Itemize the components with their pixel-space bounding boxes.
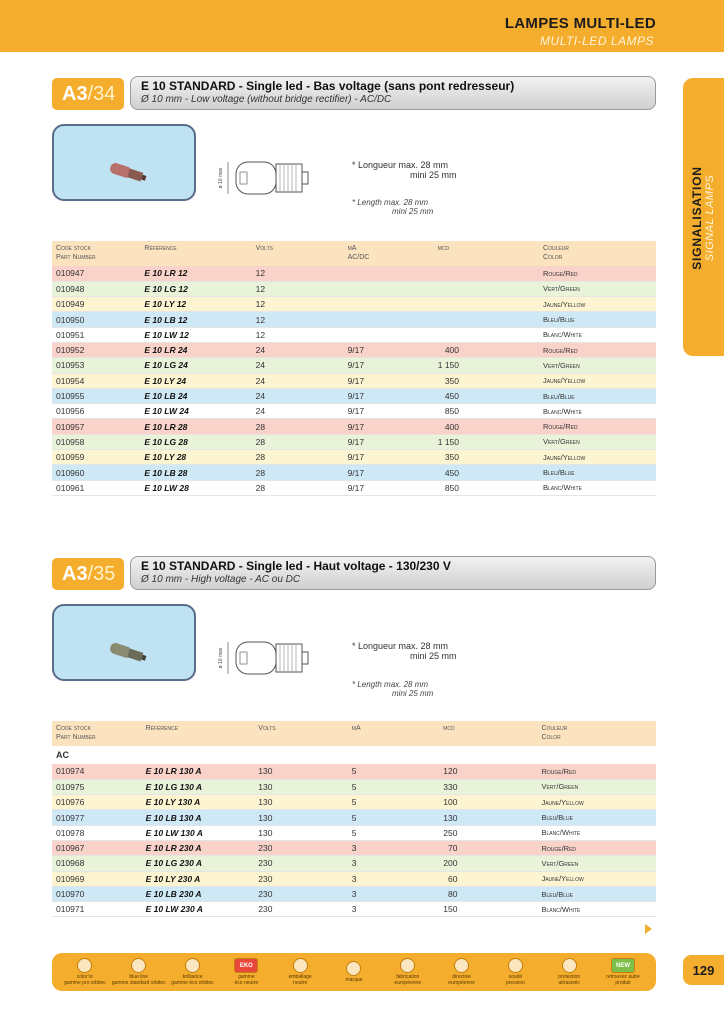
volts-cell: 28	[252, 465, 344, 480]
mcd-cell: 400	[434, 342, 539, 357]
volts-cell: 28	[252, 419, 344, 434]
ma-cell: 5	[348, 825, 439, 840]
color-cell: Rouge/Red	[537, 840, 656, 855]
volts-cell: 28	[252, 434, 344, 449]
ma-cell: 9/17	[344, 388, 434, 403]
color-cell: Jaune/Yellow	[539, 297, 656, 312]
reference-cell: E 10 LG 12	[140, 281, 251, 296]
col-ma: mA	[348, 721, 439, 746]
length-max-en: * Length max. 28 mm	[352, 680, 429, 689]
led-lamp-icon	[54, 606, 194, 679]
reference-cell: E 10 LR 24	[140, 342, 251, 357]
volts-cell: 28	[252, 480, 344, 495]
volts-cell: 130	[254, 764, 348, 779]
section-title: E 10 STANDARD - Single led - Haut voltage - 130/230 V	[141, 559, 451, 573]
volts-cell: 230	[254, 871, 348, 886]
diameter-label: ø 10 max	[218, 167, 224, 189]
table-header	[52, 241, 656, 266]
part-number-cell: 010978	[52, 825, 142, 840]
legend-label	[64, 975, 106, 986]
mcd-cell	[434, 312, 539, 327]
legend-item	[436, 958, 488, 986]
reference-cell: E 10 LY 230 A	[142, 871, 255, 886]
legend-label-line: color'or	[76, 974, 94, 980]
legend-label-line: brilliance	[182, 974, 203, 980]
brand-icon	[346, 961, 361, 976]
color-cell: Rouge/Red	[539, 266, 656, 281]
helmet-icon	[77, 958, 92, 973]
reference-cell: E 10 LW 12	[140, 327, 251, 342]
reference-cell: E 10 LY 28	[140, 450, 251, 465]
mcd-cell: 200	[439, 856, 537, 871]
reference-cell: E 10 LY 12	[140, 297, 251, 312]
col-volts: Volts	[252, 241, 344, 266]
reference-cell: E 10 LW 130 A	[142, 825, 255, 840]
group-label: AC	[52, 746, 656, 764]
table-row	[52, 886, 656, 901]
ma-cell	[344, 297, 434, 312]
legend-label	[235, 975, 259, 986]
part-number-cell: 010956	[52, 404, 140, 419]
badge-page: /35	[87, 562, 116, 585]
color-cell: Blanc/White	[537, 902, 656, 917]
length-max-fr: * Longueur max. 28 mm	[352, 641, 449, 651]
reference-cell: E 10 LR 230 A	[142, 840, 255, 855]
legend-label-line: gamme standard orbitec	[111, 979, 166, 986]
legend-label	[448, 975, 475, 986]
table-row	[52, 312, 656, 327]
mcd-cell: 850	[434, 480, 539, 495]
legend-item	[113, 958, 165, 986]
ma-cell: 3	[348, 871, 439, 886]
reference-cell: E 10 LY 130 A	[142, 795, 255, 810]
volts-cell: 24	[252, 373, 344, 388]
product-table	[52, 721, 656, 917]
part-number-cell: 010958	[52, 434, 140, 449]
reference-cell: E 10 LB 230 A	[142, 886, 255, 901]
ma-cell	[344, 266, 434, 281]
col-reference: Référence	[140, 241, 251, 266]
table-header	[52, 721, 656, 746]
col-ma: mA AC/DC	[344, 241, 434, 266]
badge-page: /34	[87, 82, 116, 105]
table-row	[52, 434, 656, 449]
legend-item	[489, 958, 541, 986]
mcd-cell: 120	[439, 764, 537, 779]
ultrasonic-icon	[562, 958, 577, 973]
category-label	[690, 166, 716, 270]
ma-cell: 3	[348, 856, 439, 871]
legend-item	[328, 961, 380, 984]
reference-cell: E 10 LG 130 A	[142, 779, 255, 794]
length-min-en: mini 25 mm	[392, 689, 434, 698]
part-number-cell: 010969	[52, 871, 142, 886]
diameter-label: ø 10 max	[218, 647, 224, 669]
col-mcd: mcd	[434, 241, 539, 266]
part-number-cell: 010957	[52, 419, 140, 434]
page-subtitle: MULTI-LED LAMPS	[540, 34, 654, 48]
table-row	[52, 404, 656, 419]
color-cell: Bleu/Blue	[539, 312, 656, 327]
part-number-cell: 010974	[52, 764, 142, 779]
color-cell: Bleu/Blue	[539, 465, 656, 480]
reference-cell: E 10 LR 130 A	[142, 764, 255, 779]
ma-cell: 9/17	[344, 480, 434, 495]
reference-cell: E 10 LW 230 A	[142, 902, 255, 917]
part-number-cell: 010955	[52, 388, 140, 403]
table-row	[52, 840, 656, 855]
legend-label-line: blue line	[129, 974, 149, 980]
mcd-cell: 450	[434, 465, 539, 480]
page-title: LAMPES MULTI-LED	[504, 15, 656, 32]
legend-label	[558, 975, 580, 986]
part-number-cell: 010947	[52, 266, 140, 281]
ma-cell: 9/17	[344, 358, 434, 373]
reference-cell: E 10 LB 28	[140, 465, 251, 480]
badge-number: A3	[62, 82, 88, 105]
mcd-cell: 400	[434, 419, 539, 434]
mcd-cell: 80	[439, 886, 537, 901]
part-number-cell: 010961	[52, 480, 140, 495]
volts-cell: 24	[252, 342, 344, 357]
color-cell: Vert/Green	[537, 779, 656, 794]
mcd-cell: 250	[439, 825, 537, 840]
dimensions-en	[352, 680, 433, 698]
legend-label-line: directive	[452, 974, 471, 980]
dimension-drawing	[218, 150, 338, 205]
mcd-cell: 1 150	[434, 358, 539, 373]
legend-label	[289, 975, 312, 986]
reference-cell: E 10 LR 12	[140, 266, 251, 281]
table-row	[52, 281, 656, 296]
ma-cell: 5	[348, 764, 439, 779]
color-cell: Jaune/Yellow	[539, 373, 656, 388]
volts-cell: 130	[254, 795, 348, 810]
reference-cell: E 10 LG 230 A	[142, 856, 255, 871]
section-badge	[52, 78, 124, 110]
length-min-en: mini 25 mm	[392, 207, 434, 216]
col-volts: Volts	[254, 721, 348, 746]
color-cell: Blanc/White	[539, 327, 656, 342]
part-number-cell: 010959	[52, 450, 140, 465]
legend-label-line: pression	[505, 979, 525, 986]
color-cell: Rouge/Red	[539, 419, 656, 434]
table-row	[52, 825, 656, 840]
col-color: Couleur Color	[537, 721, 656, 746]
part-number-cell: 010951	[52, 327, 140, 342]
product-photo	[52, 124, 196, 201]
ma-cell: 3	[348, 902, 439, 917]
part-number-cell: 010950	[52, 312, 140, 327]
table-row	[52, 373, 656, 388]
table-row	[52, 810, 656, 825]
part-number-cell: 010975	[52, 779, 142, 794]
reference-cell: E 10 LB 24	[140, 388, 251, 403]
part-number-cell: 010960	[52, 465, 140, 480]
legend-item	[274, 958, 326, 986]
mcd-cell: 1 150	[434, 434, 539, 449]
legend-label-line: européenne	[394, 979, 422, 986]
part-number-cell: 010952	[52, 342, 140, 357]
product-photo	[52, 604, 196, 681]
next-arrow-icon	[645, 924, 652, 934]
legend-label-line: éco neutre	[234, 979, 259, 986]
ma-cell	[344, 312, 434, 327]
table-row	[52, 342, 656, 357]
legend-item	[382, 958, 434, 986]
part-number-cell: 010949	[52, 297, 140, 312]
legend-bar	[52, 953, 656, 991]
reference-cell: E 10 LR 28	[140, 419, 251, 434]
length-max-fr: * Longueur max. 28 mm	[352, 160, 449, 170]
color-cell: Vert/Green	[539, 358, 656, 373]
mcd-cell: 130	[439, 810, 537, 825]
neutral-pack-icon	[293, 958, 308, 973]
table-row	[52, 795, 656, 810]
table-group-row	[52, 746, 656, 764]
color-cell: Vert/Green	[539, 434, 656, 449]
color-cell: Blanc/White	[539, 404, 656, 419]
section-header	[130, 556, 656, 590]
table-row	[52, 871, 656, 886]
category-subtitle: SIGNAL LAMPS	[704, 174, 716, 262]
reference-cell: E 10 LG 24	[140, 358, 251, 373]
legend-label-line: gamme éco orbitec	[171, 979, 214, 986]
legend-label	[394, 975, 421, 986]
euro-directive-icon	[454, 958, 469, 973]
category-title: SIGNALISATION	[690, 166, 704, 270]
part-number-cell: 010968	[52, 856, 142, 871]
product-table	[52, 241, 656, 496]
part-number-cell: 010953	[52, 358, 140, 373]
brilliance-icon	[185, 958, 200, 973]
part-number-cell: 010948	[52, 281, 140, 296]
table-row	[52, 764, 656, 779]
legend-item	[543, 958, 595, 986]
color-cell: Jaune/Yellow	[537, 795, 656, 810]
legend-label-line: retrouvez autre	[606, 974, 640, 980]
table-row	[52, 480, 656, 495]
legend-item	[59, 958, 111, 986]
dimensions-fr	[352, 641, 457, 661]
mcd-cell	[434, 281, 539, 296]
table-row	[52, 388, 656, 403]
color-cell: Vert/Green	[539, 281, 656, 296]
mcd-cell: 150	[439, 902, 537, 917]
legend-item	[167, 958, 219, 986]
ma-cell: 3	[348, 886, 439, 901]
color-cell: Blanc/White	[539, 480, 656, 495]
part-number-cell: 010967	[52, 840, 142, 855]
pressure-weld-icon	[508, 958, 523, 973]
length-min-fr: mini 25 mm	[410, 651, 457, 661]
color-cell: Jaune/Yellow	[539, 450, 656, 465]
volts-cell: 230	[254, 886, 348, 901]
volts-cell: 12	[252, 281, 344, 296]
dimensions-fr	[352, 160, 457, 180]
volts-cell: 230	[254, 840, 348, 855]
col-reference: Référence	[142, 721, 255, 746]
table-row	[52, 902, 656, 917]
ma-cell: 9/17	[344, 373, 434, 388]
legend-label-line: emballage	[288, 974, 312, 980]
badge-number: A3	[62, 562, 88, 585]
reference-cell: E 10 LG 28	[140, 434, 251, 449]
led-lamp-icon	[54, 126, 194, 199]
reference-cell: E 10 LY 24	[140, 373, 251, 388]
ma-cell: 5	[348, 779, 439, 794]
mcd-cell: 350	[434, 450, 539, 465]
color-cell: Blanc/White	[537, 825, 656, 840]
blue-line-icon	[131, 958, 146, 973]
volts-cell: 28	[252, 450, 344, 465]
volts-cell: 130	[254, 810, 348, 825]
table-row	[52, 358, 656, 373]
color-cell: Rouge/Red	[539, 342, 656, 357]
legend-label-line: ultrasonic	[558, 979, 580, 986]
legend-label-line: marque	[345, 976, 363, 983]
ma-cell	[344, 327, 434, 342]
legend-label-line: européenne	[448, 979, 475, 986]
dimensions-en	[352, 198, 433, 216]
legend-label-line: soudé	[508, 974, 523, 980]
table-row	[52, 327, 656, 342]
volts-cell: 12	[252, 312, 344, 327]
legend-label	[606, 975, 640, 986]
legend-label-line: gamme	[237, 974, 255, 980]
reference-cell: E 10 LB 130 A	[142, 810, 255, 825]
volts-cell: 24	[252, 388, 344, 403]
reference-cell: E 10 LW 28	[140, 480, 251, 495]
table-row	[52, 297, 656, 312]
volts-cell: 12	[252, 327, 344, 342]
legend-label	[112, 975, 166, 986]
legend-label-line: produit	[615, 979, 631, 986]
page-number: 129	[692, 962, 715, 978]
volts-cell: 130	[254, 779, 348, 794]
ma-cell: 9/17	[344, 450, 434, 465]
mcd-cell	[434, 297, 539, 312]
reference-cell: E 10 LB 12	[140, 312, 251, 327]
mcd-cell: 350	[434, 373, 539, 388]
table-row	[52, 465, 656, 480]
volts-cell: 24	[252, 358, 344, 373]
page-number-tab	[683, 955, 724, 985]
ma-cell	[344, 281, 434, 296]
volts-cell: 230	[254, 856, 348, 871]
mcd-cell: 850	[434, 404, 539, 419]
section-title: E 10 STANDARD - Single led - Bas voltage (sans pont redresseur)	[141, 79, 515, 93]
section-subtitle: Ø 10 mm - Low voltage (without bridge rectifier) - AC/DC	[141, 94, 392, 105]
color-cell: Rouge/Red	[537, 764, 656, 779]
volts-cell: 12	[252, 297, 344, 312]
part-number-cell: 010977	[52, 810, 142, 825]
part-number-cell: 010976	[52, 795, 142, 810]
part-number-cell: 010970	[52, 886, 142, 901]
part-number-cell: 010971	[52, 902, 142, 917]
reference-cell: E 10 LW 24	[140, 404, 251, 419]
legend-label-line: neutre	[293, 979, 308, 986]
ma-cell: 3	[348, 840, 439, 855]
ma-cell: 5	[348, 795, 439, 810]
legend-item	[220, 958, 272, 986]
col-mcd: mcd	[439, 721, 537, 746]
volts-cell: 130	[254, 825, 348, 840]
legend-label	[345, 978, 362, 984]
mcd-cell: 60	[439, 871, 537, 886]
table-row	[52, 419, 656, 434]
section-subtitle: Ø 10 mm - High voltage - AC ou DC	[141, 574, 301, 585]
mcd-cell: 70	[439, 840, 537, 855]
ma-cell: 9/17	[344, 342, 434, 357]
color-cell: Bleu/Blue	[537, 886, 656, 901]
legend-label-line: fabrication	[396, 974, 420, 980]
legend-label	[171, 975, 214, 986]
table-row	[52, 779, 656, 794]
ma-cell: 9/17	[344, 404, 434, 419]
neutral-range-icon: EKO	[234, 958, 258, 973]
volts-cell: 24	[252, 404, 344, 419]
mcd-cell	[434, 266, 539, 281]
section-badge	[52, 558, 124, 590]
table-row	[52, 450, 656, 465]
ma-cell: 9/17	[344, 434, 434, 449]
ma-cell: 9/17	[344, 419, 434, 434]
col-color: Couleur Color	[539, 241, 656, 266]
euro-manufacture-icon	[400, 958, 415, 973]
volts-cell: 12	[252, 266, 344, 281]
volts-cell: 230	[254, 902, 348, 917]
legend-item	[597, 958, 649, 986]
length-max-en: * Length max. 28 mm	[352, 198, 429, 207]
mcd-cell: 100	[439, 795, 537, 810]
mcd-cell: 450	[434, 388, 539, 403]
mcd-cell	[434, 327, 539, 342]
legend-label-line: gamme pro orbitec	[64, 979, 106, 986]
color-cell: Jaune/Yellow	[537, 871, 656, 886]
mcd-cell: 330	[439, 779, 537, 794]
section-header	[130, 76, 656, 110]
color-cell: Bleu/Blue	[539, 388, 656, 403]
part-number-cell: 010954	[52, 373, 140, 388]
ma-cell: 5	[348, 810, 439, 825]
table-row	[52, 266, 656, 281]
length-min-fr: mini 25 mm	[410, 170, 457, 180]
col-part-number: Code stock Part Number	[52, 241, 140, 266]
dimension-drawing	[218, 630, 338, 685]
color-cell: Bleu/Blue	[537, 810, 656, 825]
color-cell: Vert/Green	[537, 856, 656, 871]
ma-cell: 9/17	[344, 465, 434, 480]
legend-label-line: protection	[558, 974, 581, 980]
more-products-icon: NEW	[611, 958, 635, 973]
legend-label	[506, 975, 525, 986]
col-part-number: Code stock Part Number	[52, 721, 142, 746]
table-row	[52, 856, 656, 871]
